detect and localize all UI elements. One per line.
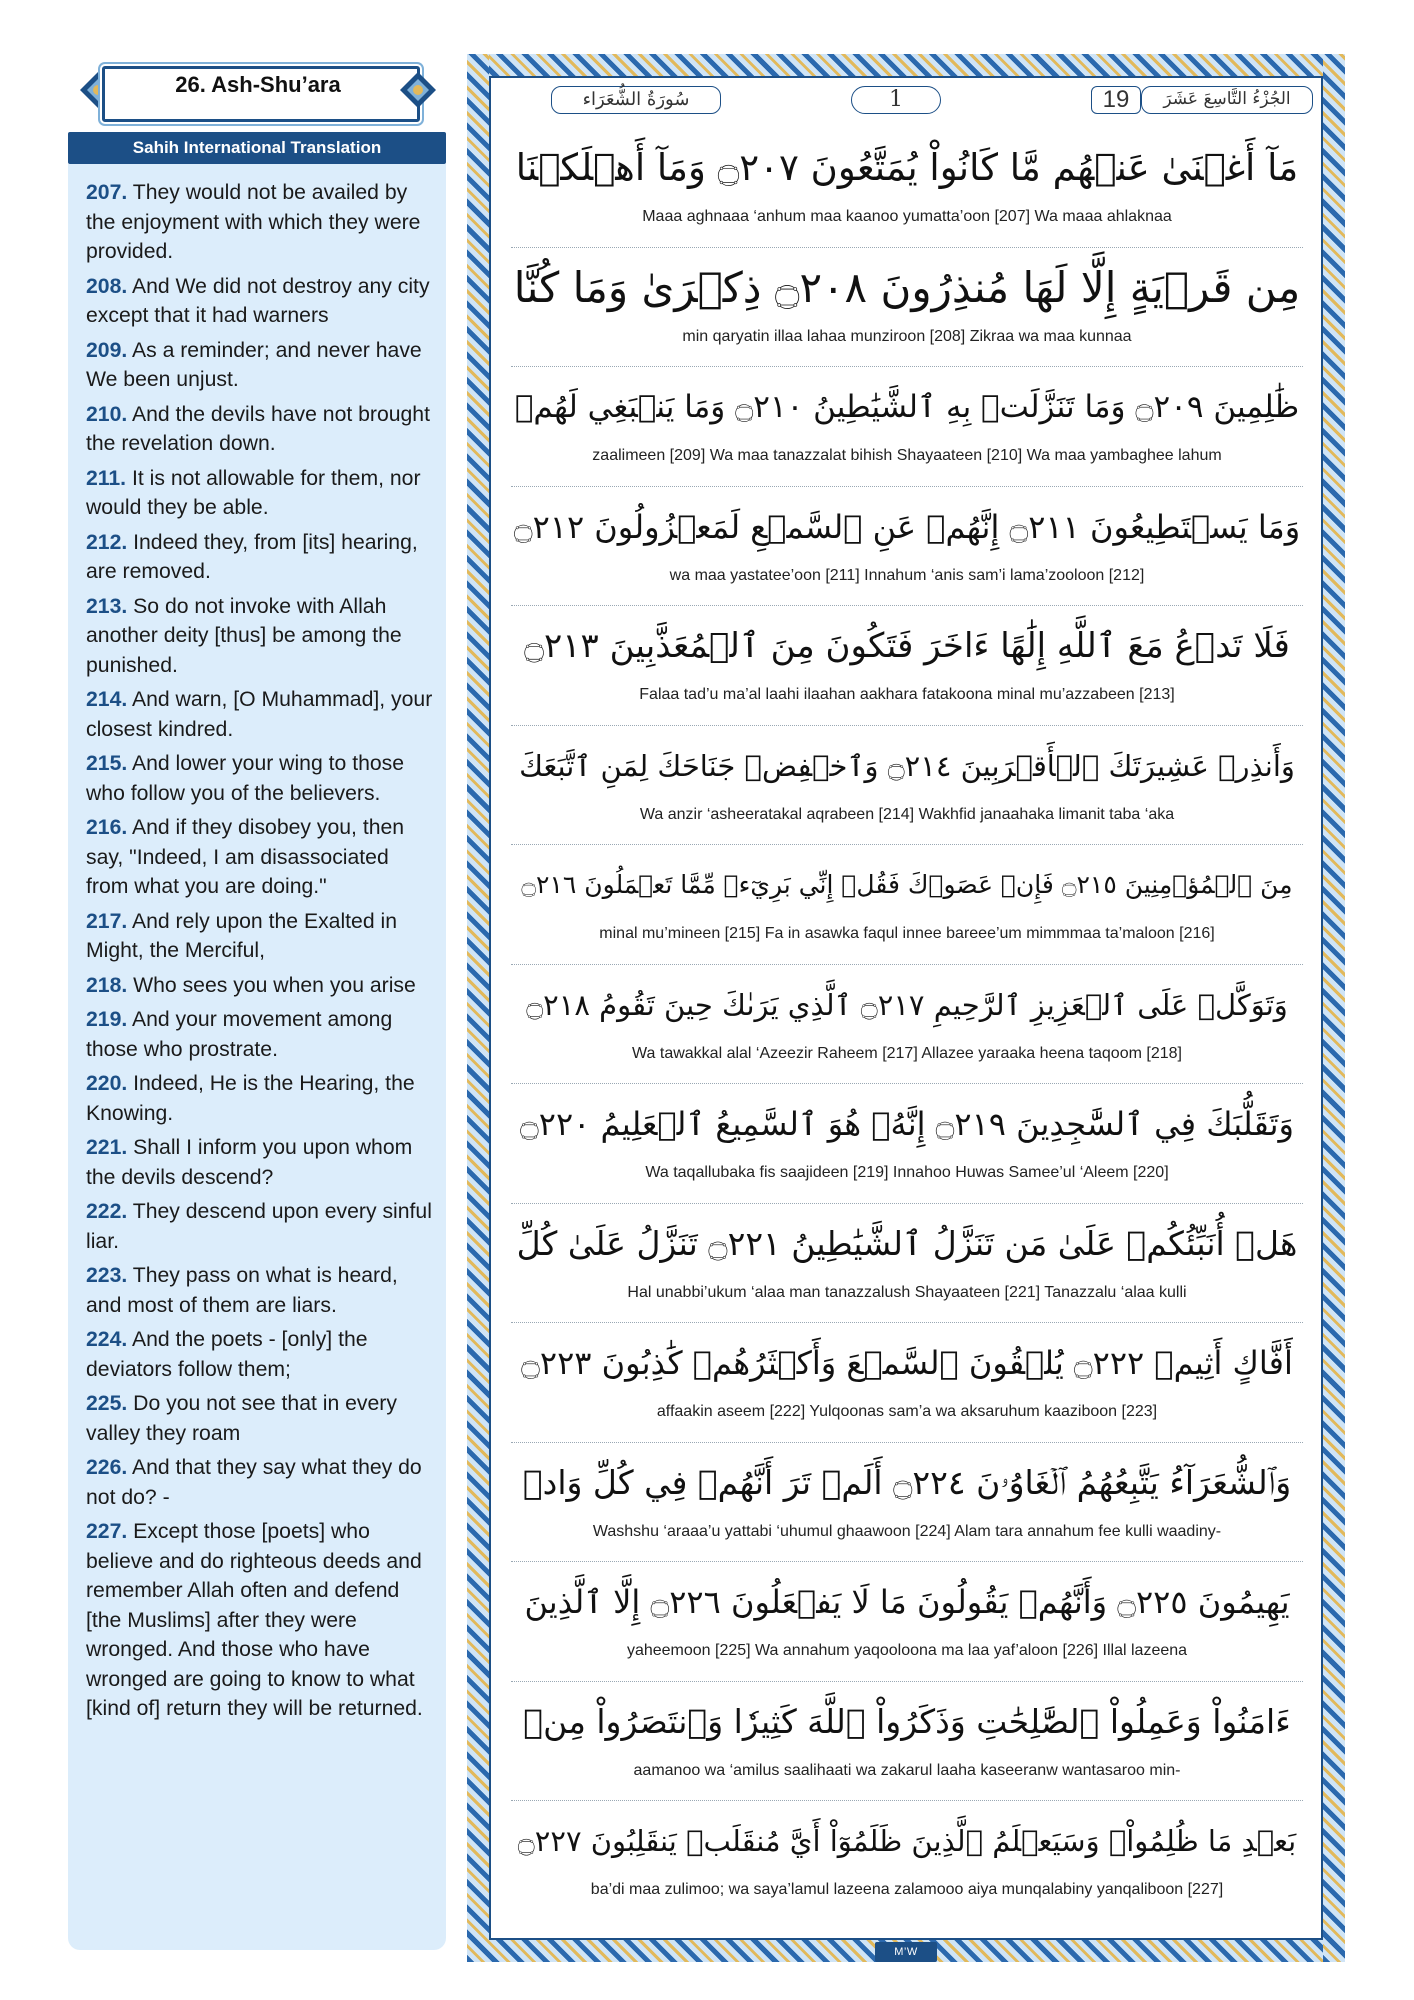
- header-page-number: 1: [851, 86, 941, 114]
- translation-sidebar: [68, 60, 446, 1950]
- quran-line: [511, 845, 1303, 965]
- verse-text: Indeed they, from [its] hearing, are removed.: [86, 530, 418, 583]
- translation-verse: [86, 272, 434, 331]
- arabic-text: مِن قَرۡيَةٍ إِلَّا لَهَا مُنذِرُونَ ۝٢٠٨ ذِكۡرَىٰ وَمَا كُنَّا: [513, 262, 1301, 312]
- arabic-text: وَتَقَلُّبَكَ فِي ٱلسَّٰجِدِينَ ۝٢١٩ إِنَّهُۥ هُوَ ٱلسَّمِيعُ ٱلۡعَلِيمُ ۝٢٢٠: [520, 1105, 1294, 1143]
- translation-verse: [86, 400, 434, 459]
- transliteration: Falaa tad’u ma’al laahi ilaahan aakhara fatakoona minal mu’azzabeen [213]: [639, 686, 1175, 703]
- quran-line: [511, 1084, 1303, 1204]
- transliteration: Wa anzir ‘asheeratakal aqrabeen [214] Wakhfid janaahaka limanit taba ‘aka: [639, 805, 1175, 823]
- translation-verse: [86, 1453, 434, 1512]
- verse-text: Indeed, He is the Hearing, the Knowing.: [86, 1072, 415, 1125]
- verse-number: 217.: [86, 909, 128, 933]
- quran-line: [511, 128, 1303, 248]
- verse-text: And rely upon the Exalted in Might, the Merciful,: [86, 909, 397, 962]
- verse-number: 225.: [86, 1392, 128, 1415]
- surah-title-banner: [78, 60, 438, 122]
- quran-line: [511, 367, 1303, 487]
- verse-text: And lower your wing to those who follow you of the believers.: [86, 752, 405, 805]
- verse-number: 219.: [86, 1008, 128, 1031]
- translation-verse: [86, 1389, 434, 1448]
- transliteration: Hal unabbi’ukum ‘alaa man tanazzalush Shayaateen [221] Tanazzalu ‘alaa kulli: [627, 1283, 1187, 1301]
- footer-logo: M’W ISLAM: [875, 1942, 937, 1962]
- translation-verse: [86, 1069, 434, 1128]
- quran-line: [511, 965, 1303, 1085]
- quran-line: [511, 248, 1303, 368]
- header-surah-name: سُورَةُ الشُّعَرَاء: [551, 86, 721, 114]
- header-juz-name: الجُزْءُ التَّاسِعَ عَشَرَ: [1141, 86, 1313, 114]
- translation-verse: [86, 749, 434, 808]
- translation-verse: [86, 1325, 434, 1384]
- ornament-icon: [398, 70, 438, 110]
- verse-number: 216.: [86, 816, 128, 839]
- translation-verse: [86, 1197, 434, 1256]
- transliteration: Maaa aghnaaa ‘anhum maa kaanoo yumatta’oon [207] Wa maaa ahlaknaa: [642, 208, 1172, 225]
- verse-text: And the devils have not brought the revelation down.: [86, 402, 430, 455]
- translation-verse: [86, 178, 434, 267]
- translation-verse: [86, 685, 434, 744]
- verse-number: 226.: [86, 1456, 128, 1479]
- arabic-text: يَهِيمُونَ ۝٢٢٥ وَأَنَّهُمۡ يَقُولُونَ مَا لَا يَفۡعَلُونَ ۝٢٢٦ إِلَّا ٱلَّذِينَ: [524, 1583, 1290, 1621]
- header-juz-number: 19: [1091, 86, 1141, 114]
- quran-line: [511, 606, 1303, 726]
- verse-number: 218.: [86, 973, 128, 997]
- transliteration: Wa tawakkal alal ‘Azeezir Raheem [217] Allazee yaraaka heena taqoom [218]: [632, 1044, 1182, 1062]
- quran-line: [511, 1562, 1303, 1682]
- translation-verse: [86, 592, 434, 681]
- translation-verse: [86, 971, 434, 1001]
- translation-verse: [86, 336, 434, 395]
- verse-number: 207.: [86, 181, 128, 204]
- translation-verse: [86, 813, 434, 902]
- transliteration: minal mu’mineen [215] Fa in asawka faqul innee bareee’um mimmmaa ta’maloon [216]: [599, 925, 1215, 942]
- verse-number: 220.: [86, 1072, 128, 1095]
- quran-line: [511, 1682, 1303, 1802]
- quran-line: [511, 487, 1303, 607]
- arabic-text: مِنَ ٱلۡمُؤۡمِنِينَ ۝٢١٥ فَإِنۡ عَصَوۡكَ فَقُلۡ إِنِّي بَرِيٓءٞ مِّمَّا تَعۡمَلُونَ ۝٢١٦: [521, 870, 1293, 899]
- translation-verse: [86, 1005, 434, 1064]
- transliteration: min qaryatin illaa lahaa munziroon [208] Zikraa wa maa kunnaa: [682, 327, 1132, 345]
- verse-number: 224.: [86, 1328, 128, 1351]
- arabic-text: وَٱلشُّعَرَآءُ يَتَّبِعُهُمُ ٱلۡغَاوُۥنَ ۝٢٢٤ أَلَمۡ تَرَ أَنَّهُمۡ فِي كُلِّ وَادٖ: [522, 1462, 1292, 1502]
- transliteration: wa maa yastatee’oon [211] Innahum ‘anis sam’i lama’zooloon [212]: [669, 566, 1145, 584]
- translation-verse: [86, 464, 434, 523]
- translation-verse: [86, 1133, 434, 1192]
- arabic-text: بَعۡدِ مَا ظُلِمُواْۗ وَسَيَعۡلَمُ ٱلَّذِينَ ظَلَمُوٓاْ أَيَّ مُنقَلَبٖ يَنقَلِبُونَ ۝٢٢٧: [517, 1824, 1297, 1858]
- verse-text: And your movement among those who prostrate.: [86, 1008, 393, 1061]
- verse-number: 215.: [86, 752, 128, 775]
- quran-line: [511, 1204, 1303, 1324]
- arabic-text: فَلَا تَدۡعُ مَعَ ٱللَّهِ إِلَٰهًا ءَاخَرَ فَتَكُونَ مِنَ ٱلۡمُعَذَّبِينَ ۝٢١٣: [524, 626, 1290, 666]
- verse-number: 210.: [86, 402, 128, 426]
- arabic-text: وَأَنذِرۡ عَشِيرَتَكَ ٱلۡأَقۡرَبِينَ ۝٢١٤ وَٱخۡفِضۡ جَنَاحَكَ لِمَنِ ٱتَّبَعَكَ: [519, 748, 1295, 783]
- verse-text: Except those [poets] who believe and do righteous deeds and remember Allah often and defend [the Muslims] after they were wronged. And those who have wronged are going to know to what [kind of] return they will be returned.: [86, 1520, 423, 1720]
- transliteration: aamanoo wa ‘amilus saalihaati wa zakarul laaha kaseeranw wantasaroo min-: [633, 1761, 1181, 1779]
- arabic-text: وَتَوَكَّلۡ عَلَى ٱلۡعَزِيزِ ٱلرَّحِيمِ ۝٢١٧ ٱلَّذِي يَرَىٰكَ حِينَ تَقُومُ ۝٢١٨: [526, 987, 1288, 1022]
- arabic-text: وَمَا يَسۡتَطِيعُونَ ۝٢١١ إِنَّهُمۡ عَنِ ٱلسَّمۡعِ لَمَعۡزُولُونَ ۝٢١٢: [513, 507, 1301, 546]
- verse-text: They descend upon every sinful liar.: [86, 1200, 432, 1253]
- quran-line: [511, 1801, 1303, 1920]
- page-border-left: [467, 54, 489, 1962]
- translation-verse: [86, 528, 434, 587]
- transliteration: Wa taqallubaka fis saajideen [219] Innahoo Huwas Samee’ul ‘Aleem [220]: [645, 1164, 1169, 1181]
- arabic-text: هَلۡ أُنَبِّئُكُمۡ عَلَىٰ مَن تَنَزَّلُ ٱلشَّيَٰطِينُ ۝٢٢١ تَنَزَّلُ عَلَىٰ كُلِّ: [516, 1223, 1298, 1263]
- verse-number: 227.: [86, 1520, 128, 1543]
- verse-text: They would not be availed by the enjoyment with which they were provided.: [86, 181, 421, 263]
- verse-text: And warn, [O Muhammad], your closest kindred.: [86, 688, 433, 741]
- arabic-text: ظَٰلِمِينَ ۝٢٠٩ وَمَا تَنَزَّلَتۡ بِهِ ٱلشَّيَٰطِينُ ۝٢١٠ وَمَا يَنۢبَغِي لَهُمۡ: [514, 389, 1300, 425]
- verse-number: 211.: [86, 466, 127, 490]
- translation-verse: [86, 1517, 434, 1724]
- arabic-text: مَآ أَغۡنَىٰ عَنۡهُم مَّا كَانُواْ يُمَتَّعُونَ ۝٢٠٧ وَمَآ أَهۡلَكۡنَا: [515, 146, 1299, 189]
- surah-title: 26. Ash-Shu’ara: [175, 72, 341, 97]
- verse-text: It is not allowable for them, nor would they be able.: [86, 466, 421, 519]
- verse-text: And We did not destroy any city except that it had warners: [86, 274, 430, 327]
- transliteration: zaalimeen [209] Wa maa tanazzalat bihish Shayaateen [210] Wa maa yambaghee lahum: [592, 447, 1222, 464]
- verse-number: 221.: [86, 1136, 128, 1159]
- translation-header: Sahih International Translation: [68, 132, 446, 164]
- quran-line: [511, 726, 1303, 846]
- verse-text: And that they say what they do not do? -: [86, 1456, 422, 1509]
- page-body: [489, 76, 1323, 1940]
- translation-list: [68, 164, 446, 1724]
- transliteration: ba’di maa zulimoo; wa saya’lamul lazeena zalamooo aiya munqalabiny yanqaliboon [227]: [590, 1881, 1224, 1898]
- verse-text: They pass on what is heard, and most of them are liars.: [86, 1264, 398, 1317]
- verse-number: 223.: [86, 1264, 128, 1287]
- page-border-top: [467, 54, 1345, 76]
- quran-lines: [511, 128, 1303, 1920]
- verse-number: 222.: [86, 1200, 128, 1223]
- verse-number: 213.: [86, 594, 128, 618]
- quran-line: [511, 1443, 1303, 1563]
- transliteration: yaheemoon [225] Wa annahum yaqooloona ma laa yaf’aloon [226] Illal lazeena: [626, 1642, 1188, 1659]
- transliteration: affaakin aseem [222] Yulqoonas sam’a wa aksaruhum kaaziboon [223]: [656, 1403, 1158, 1420]
- verse-number: 209.: [86, 338, 128, 362]
- verse-number: 212.: [86, 530, 128, 554]
- page-border-right: [1323, 54, 1345, 1962]
- mushaf-page: [467, 54, 1345, 1978]
- verse-text: Shall I inform you upon whom the devils descend?: [86, 1136, 413, 1189]
- arabic-text: ءَامَنُواْ وَعَمِلُواْ ٱلصَّٰلِحَٰتِ وَذَكَرُواْ ٱللَّهَ كَثِيرٗا وَٱنتَصَرُواْ مِنۢ: [523, 1701, 1291, 1741]
- verse-number: 208.: [86, 274, 128, 298]
- verse-text: So do not invoke with Allah another deity [thus] be among the punished.: [86, 594, 402, 677]
- verse-text: Who sees you when you arise: [133, 973, 416, 997]
- translation-verse: [86, 1261, 434, 1320]
- verse-number: 214.: [86, 688, 128, 711]
- verse-text: And if they disobey you, then say, "Indeed, I am disassociated from what you are doing.": [86, 816, 405, 898]
- verse-text: Do you not see that in every valley they roam: [86, 1392, 397, 1445]
- quran-line: [511, 1323, 1303, 1443]
- verse-text: And the poets - [only] the deviators follow them;: [86, 1328, 368, 1381]
- transliteration: Washshu ‘araaa’u yattabi ‘uhumul ghaawoon [224] Alam tara annahum fee kulli waadiny-: [592, 1522, 1222, 1540]
- arabic-text: أَفَّاكٍ أَثِيمٖ ۝٢٢٢ يُلۡقُونَ ٱلسَّمۡعَ وَأَكۡثَرُهُمۡ كَٰذِبُونَ ۝٢٢٣: [521, 1344, 1293, 1382]
- translation-verse: [86, 907, 434, 966]
- translation-panel: [68, 164, 446, 1950]
- verse-text: As a reminder; and never have We been unjust.: [86, 338, 422, 391]
